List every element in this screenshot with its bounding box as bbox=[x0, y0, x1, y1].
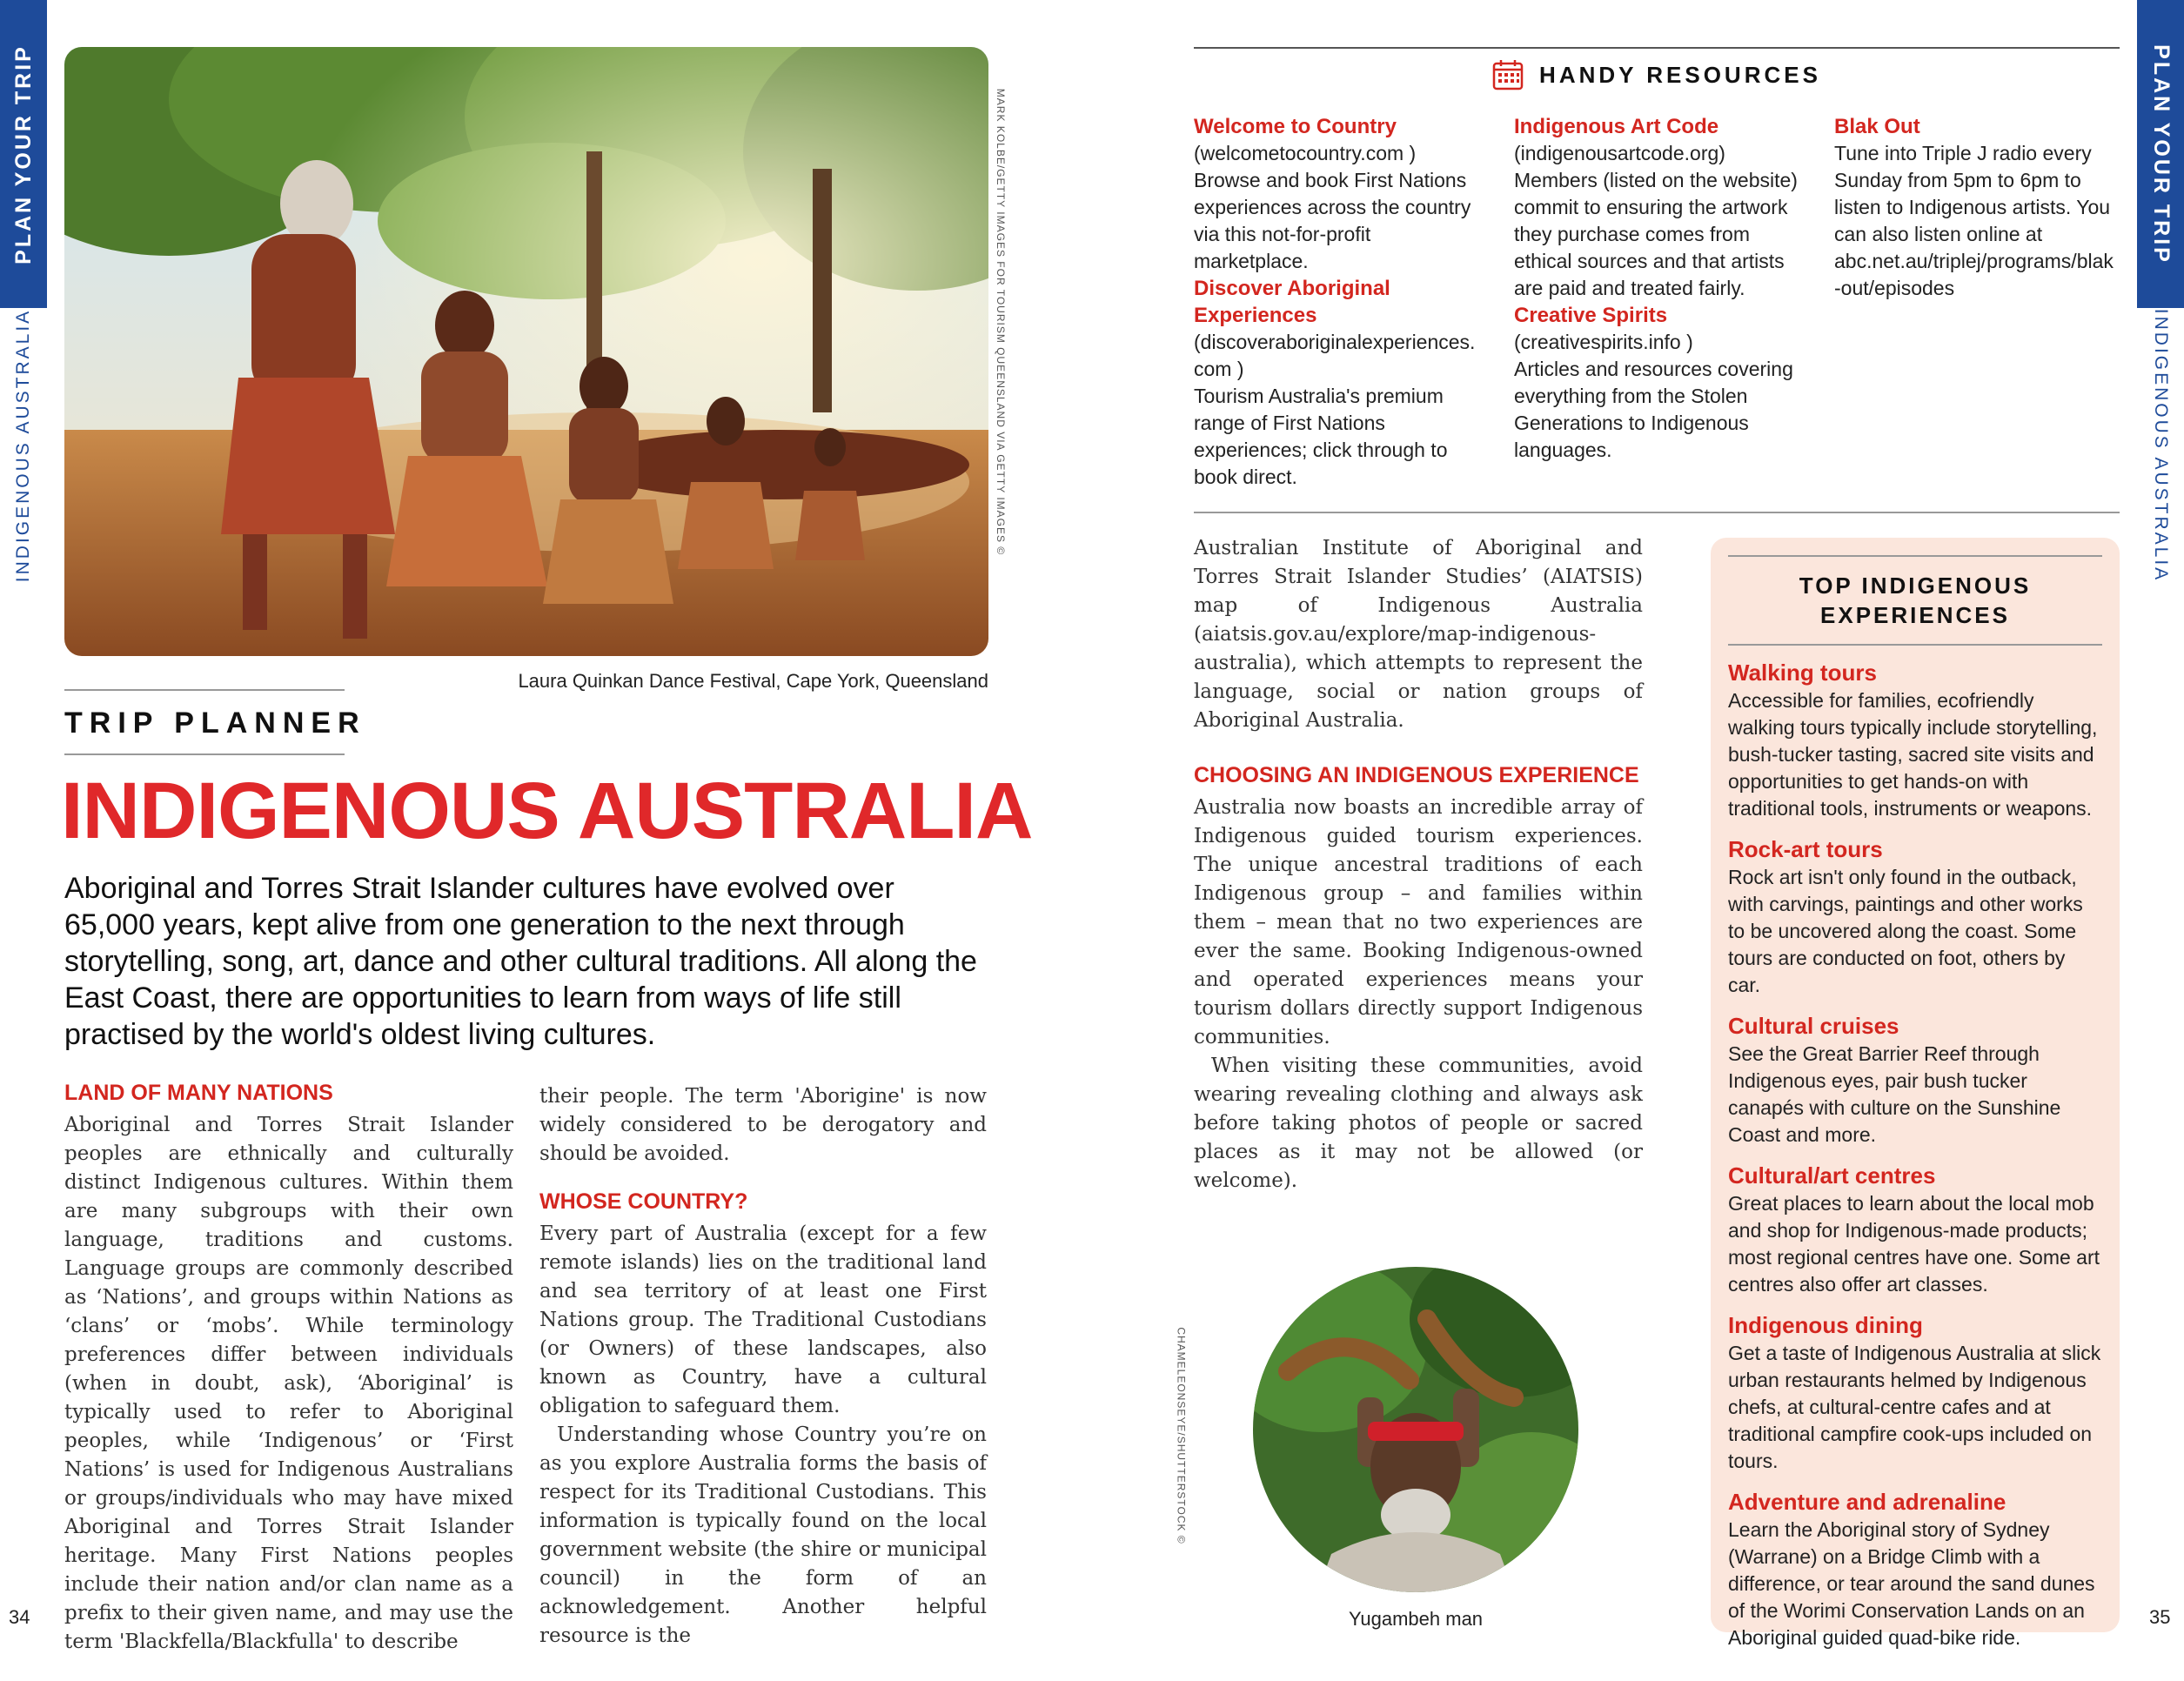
resource-item bbox=[1514, 113, 1798, 302]
resource-item bbox=[1194, 275, 1477, 491]
paragraph: Understanding whose Country you’re on as you explore Australia forms the basis of respect for its Traditional Custodians. This information is typically found on the local government website (the shire or municipal council) in the form of an acknowledgement. Another helpful resource is the bbox=[539, 1423, 987, 1647]
subhead-choosing-experience: CHOOSING AN INDIGENOUS EXPERIENCE bbox=[1194, 763, 1639, 787]
circle-photo bbox=[1253, 1267, 1578, 1592]
side-subtitle-label: INDIGENOUS AUSTRALIA bbox=[2151, 308, 2172, 583]
divider bbox=[1728, 644, 2102, 646]
paragraph: Every part of Australia (except for a few remote islands) lies on the traditional land and sea territory of at least one First Nations group. The Traditional Custodians (or Owners) of these landscapes, also known as Country, have a cultural obligation to safeguard them. bbox=[539, 1222, 987, 1417]
divider bbox=[1194, 512, 2120, 513]
main-photo bbox=[64, 47, 988, 656]
page-number-right: 35 bbox=[2149, 1606, 2171, 1628]
main-photo-credit-text: MARK KOLBE/GETTY IMAGES FOR TOURISM QUEENSLAND VIA GETTY IMAGES © bbox=[995, 88, 1008, 556]
experience-name: Indigenous dining bbox=[1728, 1312, 1923, 1338]
resource-item bbox=[1834, 113, 2118, 302]
resource-url: (welcometocountry.com ) bbox=[1194, 142, 1417, 164]
experience-description: See the Great Barrier Reef through Indigenous eyes, pair bush tucker canapés with culture on the Sunshine Coast and more. bbox=[1728, 1042, 2061, 1146]
main-photo-caption: Laura Quinkan Dance Festival, Cape York, Queensland bbox=[518, 670, 988, 692]
paragraph: Australian Institute of Aboriginal and Torres Strait Islander Studies’ (AIATSIS) map of Indigenous Australia (aiatsis.gov.au/explore/map-indigenous-australia), which attempts to represent the language, social or nation groups of Aboriginal Australia. bbox=[1194, 537, 1643, 732]
section-label: TRIP PLANNER bbox=[64, 707, 366, 740]
resource-item bbox=[1194, 113, 1477, 275]
top-experiences-title: TOP INDIGENOUS EXPERIENCES bbox=[1799, 573, 2032, 628]
experience-name: Cultural/art centres bbox=[1728, 1162, 1936, 1189]
experience-description: Rock art isn't only found in the outback, with carvings, paintings and other works to be uncovered along the coast. Some tours are conducted on foot, others by car. bbox=[1728, 866, 2083, 996]
resource-description: Tune into Triple J radio every Sunday from 5pm to 6pm to listen to Indigenous artists. You can also listen online at abc.net.au/triplej/programs/blak-out/episodes bbox=[1834, 142, 2114, 299]
resource-url: (creativespirits.info ) bbox=[1514, 331, 1693, 353]
experience-name: Cultural cruises bbox=[1728, 1013, 1899, 1039]
resource-name: Indigenous Art Code bbox=[1514, 115, 1719, 138]
circle-photo-credit bbox=[1171, 1305, 1192, 1566]
side-tab-label: PLAN YOUR TRIP bbox=[2148, 44, 2174, 265]
resource-name: Creative Spirits bbox=[1514, 304, 1668, 327]
experience-name: Adventure and adrenaline bbox=[1728, 1489, 2006, 1515]
experience-item bbox=[1728, 1011, 2102, 1149]
experience-description: Great places to learn about the local mob and shop for Indigenous-made products; most regional centres have one. Some art centres also offer art classes. bbox=[1728, 1192, 2100, 1296]
subhead-whose-country: WHOSE COUNTRY? bbox=[539, 1189, 748, 1214]
circle-photo-credit-text: CHAMELEONSEYE/SHUTTERSTOCK © bbox=[1176, 1327, 1189, 1544]
resource-item bbox=[1514, 302, 1798, 464]
resources-column-3 bbox=[1834, 113, 2118, 491]
side-tab-label: PLAN YOUR TRIP bbox=[10, 44, 36, 265]
paragraph: Australia now boasts an incredible array of Indigenous guided tourism experiences. The unique ancestral traditions of each Indigenous group – and families within them – mean that no two experiences are ever the same. Booking Indigenous-owned and operated experiences means your tourism dollars directly support Indigenous communities. bbox=[1194, 796, 1643, 1048]
side-subtitle-left bbox=[0, 308, 47, 583]
page-number-left: 34 bbox=[9, 1606, 30, 1628]
divider bbox=[1194, 47, 2120, 49]
handy-resources-header bbox=[1194, 59, 2120, 90]
divider bbox=[64, 753, 345, 755]
resource-description: Tourism Australia's premium range of First Nations experiences; click through to book direct. bbox=[1194, 385, 1448, 488]
experience-description: Learn the Aboriginal story of Sydney (Warrane) on a Bridge Climb with a difference, or tear around the sand dunes of the Worimi Conservation Lands on an Aboriginal guided quad-bike ride. bbox=[1728, 1518, 2095, 1649]
paragraph: their people. The term 'Aborigine' is now widely considered to be derogatory and should be avoided. bbox=[539, 1085, 987, 1165]
handy-resources-list bbox=[1194, 113, 2120, 491]
experience-item bbox=[1728, 1161, 2102, 1298]
resource-description: Articles and resources covering everything from the Stolen Generations to Indigenous languages. bbox=[1514, 358, 1793, 461]
page-title: INDIGENOUS AUSTRALIA bbox=[61, 767, 1033, 855]
paragraph: Aboriginal and Torres Strait Islander peoples are ethnically and culturally distinct Indigenous cultures. Within them are many subgroups with their own language, traditions and customs. Language groups are commonly described as ‘Nations’, and groups within Nations as ‘clans’ or ‘mobs’. While terminology preferences differ between individuals (when in doubt, ask), ‘Aboriginal’ is typically used to refer to Aboriginal peoples, while ‘Indigenous’ or ‘First Nations’ is used for Indigenous Australians or groups/individuals who may have mixed Aboriginal and Torres Strait Islander heritage. Many First Nations peoples include their nation and/or clan name as a prefix to their given name, and may use the term 'Blackfella/Blackfulla' to describe bbox=[64, 1114, 513, 1653]
side-tab-right bbox=[2137, 0, 2184, 308]
resources-column-1 bbox=[1194, 113, 1477, 491]
subhead-land-of-many-nations: LAND OF MANY NATIONS bbox=[64, 1081, 333, 1105]
handy-resources-title: HANDY RESOURCES bbox=[1539, 61, 1821, 88]
body-column-3 bbox=[1194, 534, 1643, 1195]
body-column-1 bbox=[64, 1079, 513, 1657]
paragraph: When visiting these communities, avoid wearing revealing clothing and always ask before taking photos of people or sacred places as it may not be allowed (or welcome). bbox=[1194, 1055, 1643, 1192]
portrait-photo bbox=[1253, 1267, 1578, 1592]
experience-item bbox=[1728, 1487, 2102, 1651]
resource-url: (indigenousartcode.org) bbox=[1514, 142, 1725, 164]
resource-description: Browse and book First Nations experiences across the country via this not-for-profit marketplace. bbox=[1194, 169, 1471, 272]
side-tab-left bbox=[0, 0, 47, 308]
experience-description: Get a taste of Indigenous Australia at slick urban restaurants helmed by Indigenous chefs, at cultural-centre cafes and at traditional campfire cook-ups included on tours. bbox=[1728, 1342, 2101, 1472]
resource-name: Blak Out bbox=[1834, 115, 1920, 138]
circle-photo-caption: Yugambeh man bbox=[1348, 1608, 1484, 1630]
resource-name: Discover Aboriginal Experiences bbox=[1194, 277, 1390, 327]
experience-item bbox=[1728, 834, 2102, 999]
experience-item bbox=[1728, 658, 2102, 822]
experience-name: Walking tours bbox=[1728, 660, 1877, 686]
side-subtitle-label: INDIGENOUS AUSTRALIA bbox=[13, 308, 34, 583]
intro-paragraph: Aboriginal and Torres Strait Islander cultures have evolved over 65,000 years, kept alive from one generation to the next through storytelling, song, art, dance and other cultural traditions. All along the East Coast, there are opportunities to learn from ways of life still practised by the world's oldest living cultures. bbox=[64, 872, 977, 1051]
resource-name: Welcome to Country bbox=[1194, 115, 1397, 138]
resource-description: Members (listed on the website) commit to ensuring the artwork they purchase comes from ethical sources and that artists are paid and treated fairly. bbox=[1514, 169, 1798, 299]
experience-item bbox=[1728, 1310, 2102, 1475]
top-experiences-box bbox=[1711, 538, 2120, 1649]
experience-name: Rock-art tours bbox=[1728, 836, 1883, 862]
dance-festival-photo bbox=[64, 47, 988, 656]
calendar-icon bbox=[1492, 59, 1524, 90]
resources-column-2 bbox=[1514, 113, 1798, 491]
body-column-2 bbox=[539, 1082, 987, 1651]
side-subtitle-right bbox=[2137, 308, 2184, 583]
experience-description: Accessible for families, ecofriendly walking tours typically include storytelling, bush-tucker tasting, sacred site visits and opportunities to get hands-on with traditional tools, instruments or weapons. bbox=[1728, 689, 2098, 820]
resource-url: (discoveraboriginalexperiences.com ) bbox=[1194, 331, 1476, 380]
main-photo-credit bbox=[990, 87, 1011, 557]
divider bbox=[64, 689, 345, 691]
